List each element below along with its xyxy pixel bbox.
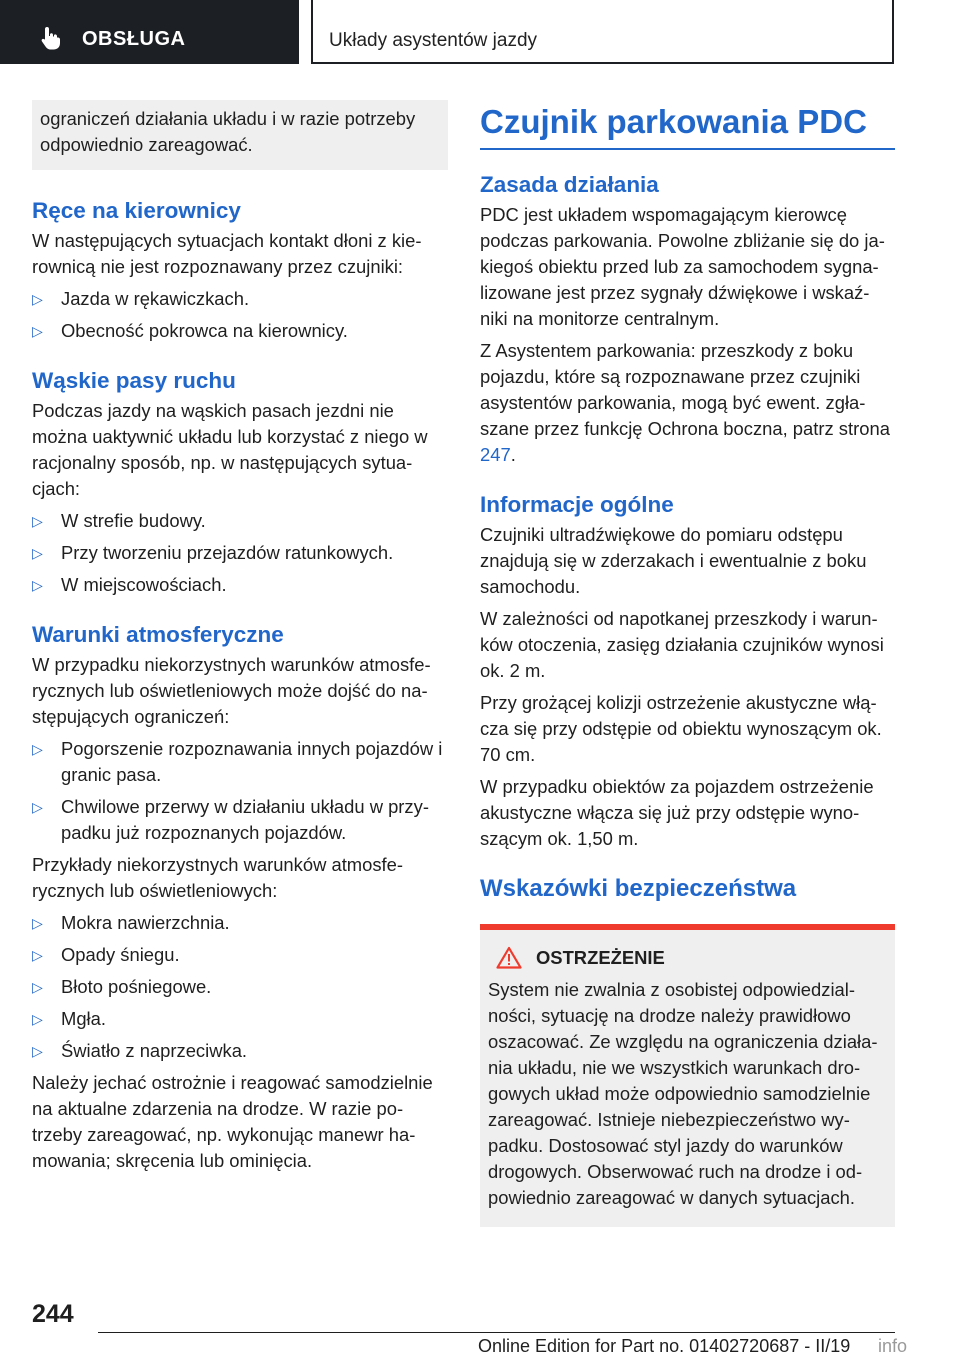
- warning-triangle-icon: [496, 946, 522, 969]
- section-tab: [0, 0, 299, 64]
- section-text: W przypadku niekorzystnych warunków atmosfe-rycznych lub oświetleniowych może dojść do na-stępujących ograniczeń:: [32, 654, 431, 727]
- bullet-icon: ▷: [32, 513, 43, 529]
- list-item: ▷ Mgła.: [32, 1006, 448, 1032]
- bullet-icon: ▷: [32, 741, 43, 757]
- section-text: Podczas jazdy na wąskich pasach jezdni nie można uaktywnić układu lub korzystać z niego w racjonalny sposób, np. w następujących sytua-cjach:: [32, 400, 428, 499]
- section-text: W przypadku obiektów za pojazdem ostrzeżenie akustyczne włącza się już przy odstępie wyno-szącym ok. 1,50 m.: [480, 776, 874, 849]
- page-title: Czujnik parkowania PDC: [480, 100, 895, 150]
- list-item: ▷ Światło z naprzeciwka.: [32, 1038, 448, 1064]
- section-label: OBSŁUGA: [82, 28, 186, 50]
- bullet-icon: ▷: [32, 1043, 43, 1059]
- section-safety: [480, 874, 895, 1227]
- bullet-list: [32, 286, 448, 344]
- bullet-icon: ▷: [32, 545, 43, 561]
- section-title: Warunki atmosferyczne: [32, 622, 284, 647]
- bullet-list: [32, 736, 448, 846]
- bullet-icon: ▷: [32, 947, 43, 963]
- bullet-icon: ▷: [32, 323, 43, 339]
- section-weather: [32, 620, 448, 1174]
- hand-pointer-icon: [38, 25, 64, 51]
- section-hands: [32, 196, 448, 344]
- footer-divider: [98, 1332, 895, 1333]
- section-text: PDC jest układem wspomagającym kierowcę podczas parkowania. Powolne zbliżanie się do ja-kiegoś obiektu przed lub za samochodem sygna-lizowane jest przez sygnały dźwiękowe i wskaź-niki na monitorze centralnym.: [480, 204, 885, 329]
- list-item: ▷ Przy tworzeniu przejazdów ratunkowych.: [32, 540, 448, 566]
- list-item: ▷ Błoto pośniegowe.: [32, 974, 448, 1000]
- bullet-icon: ▷: [32, 1011, 43, 1027]
- warning-box: [480, 930, 895, 1227]
- left-column: [32, 100, 448, 1174]
- right-column: [480, 100, 895, 1227]
- list-item: ▷ W strefie budowy.: [32, 508, 448, 534]
- bullet-list: [32, 910, 448, 1064]
- page-number: 244: [32, 1300, 74, 1328]
- list-item: ▷ W miejscowościach.: [32, 572, 448, 598]
- list-item: ▷ Pogorszenie rozpoznawania innych pojazdów i granic pasa.: [32, 738, 443, 785]
- section-text: W następujących sytuacjach kontakt dłoni z kie-rownicą nie jest rozpoznawany przez czujniki:: [32, 230, 422, 277]
- chapter-title-box: [311, 0, 894, 64]
- section-text: Należy jechać ostrożnie i reagować samodzielnie na aktualne zdarzenia na drodze. W razie po-trzeby zareagować, np. wykonując manewr ha-mowania; skręcenia lub ominięcia.: [32, 1072, 433, 1171]
- edition-text: Online Edition for Part no. 01402720687 - II/19: [478, 1336, 851, 1356]
- list-item: ▷ Chwilowe przerwy w działaniu układu w przy-padku już rozpoznanych pojazdów.: [32, 796, 429, 843]
- section-text: W zależności od napotkanej przeszkody i warun-ków otoczenia, zasięg działania czujników wynosi ok. 2 m.: [480, 608, 884, 681]
- warning-header: [488, 946, 887, 969]
- section-title: Wskazówki bezpieczeństwa: [480, 875, 797, 902]
- section-title: Zasada działania: [480, 172, 659, 197]
- bullet-icon: ▷: [32, 979, 43, 995]
- page-link[interactable]: 247: [480, 444, 511, 465]
- section-title: Wąskie pasy ruchu: [32, 368, 236, 393]
- section-principle: [480, 170, 895, 468]
- continuation-text: ograniczeń działania układu i w razie potrzeby odpowiednio zareagować.: [40, 108, 416, 155]
- section-text: Czujniki ultradźwiękowe do pomiaru odstępu znajdują się w zderzakach i ewentualnie z boku samochodu.: [480, 524, 867, 597]
- bullet-icon: ▷: [32, 291, 43, 307]
- watermark: info: [878, 1336, 908, 1356]
- bullet-list: [32, 508, 448, 598]
- list-item: ▷ Jazda w rękawiczkach.: [32, 286, 448, 312]
- bullet-icon: ▷: [32, 577, 43, 593]
- warning-label: OSTRZEŻENIE: [536, 946, 665, 968]
- list-item: ▷ Opady śniegu.: [32, 942, 448, 968]
- section-general: [480, 490, 895, 852]
- section-narrow-lanes: [32, 366, 448, 598]
- warning-text: System nie zwalnia z osobistej odpowiedzial-ności, sytuację na drodze należy prawidłowo oszacować. Ze względu na ograniczenia działa-nia układu, nie we wszystkich warunkach dro-gowych układ może odpowiednio samodzielnie zareagować. Istnieje niebezpieczeństwo wy-padku. Dostosować styl jazdy do warunków drogowych. Obserwować ruch na drodze i od-powiednio zareagować w danych sytuacjach.: [488, 979, 878, 1208]
- chapter-title: Układy asystentów jazdy: [329, 30, 538, 51]
- bullet-icon: ▷: [32, 915, 43, 931]
- section-text: Z Asystentem parkowania: przeszkody z boku pojazdu, które są rozpoznawane przez czujniki asystentów parkowania, mogą być ewent. zgła-szane przez funkcję Ochrona boczna, patrz strona 247.: [480, 340, 890, 465]
- section-title: Informacje ogólne: [480, 492, 674, 517]
- section-text: Przykłady niekorzystnych warunków atmosfe-rycznych lub oświetleniowych:: [32, 854, 404, 901]
- list-item: ▷ Mokra nawierzchnia.: [32, 910, 448, 936]
- section-text: Przy grożącej kolizji ostrzeżenie akustyczne włą-cza się przy odstępie od obiektu wynoszącym ok. 70 cm.: [480, 692, 882, 765]
- continuation-box: [32, 100, 448, 170]
- list-item: ▷ Obecność pokrowca na kierownicy.: [32, 318, 448, 344]
- section-title: Ręce na kierownicy: [32, 198, 241, 223]
- bullet-icon: ▷: [32, 799, 43, 815]
